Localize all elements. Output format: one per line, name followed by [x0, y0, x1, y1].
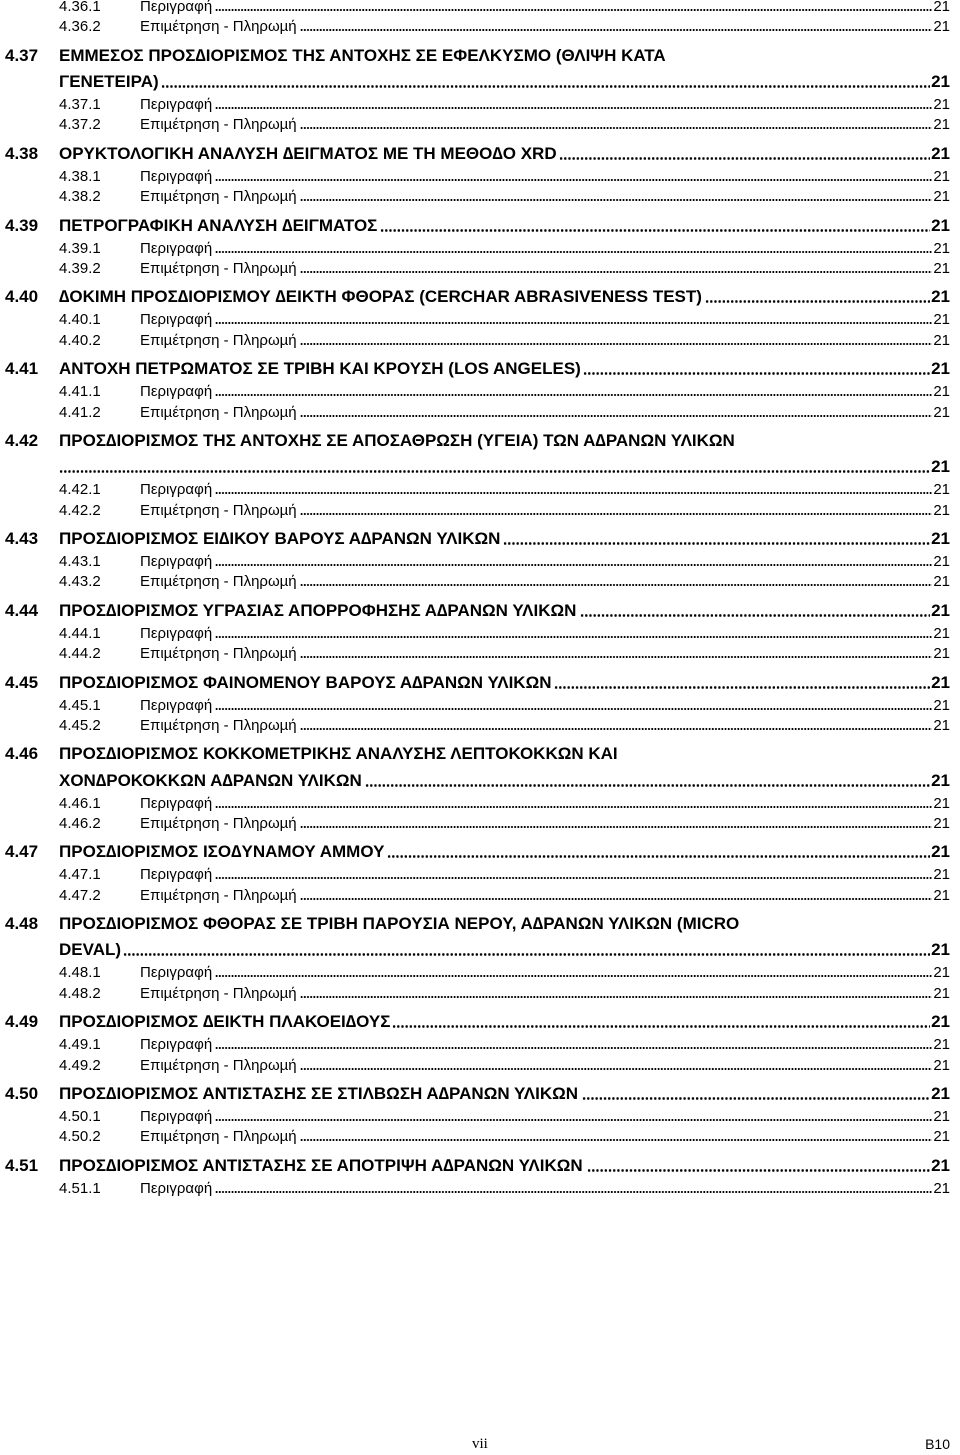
toc-section-title: ΠΡΟΣ∆ΙΟΡΙΣΜΟΣ ΦΑΙΝΟΜΕΝΟΥ ΒΑΡΟΥΣ Α∆ΡΑΝΩΝ ΥΛΙΚΩΝ [59, 672, 552, 692]
toc-section-entry[interactable] [0, 1084, 960, 1108]
toc-subsection-title: Επιµέτρηση - Πληρωµή [140, 984, 297, 1002]
toc-subsection-title: Περιγραφή [140, 167, 213, 185]
toc-subsection-entry[interactable] [0, 1127, 960, 1147]
toc-section-title: ΟΡΥΚΤΟΛΟΓΙΚΗ ΑΝΑΛΥΣΗ ∆ΕΙΓΜΑΤΟΣ ΜΕ ΤΗ ΜΕΘΟ∆Ο XRD [59, 143, 557, 163]
toc-subsection-title: Επιµέτρηση - Πληρωµή [140, 573, 297, 591]
toc-section-title: ΠΡΟΣ∆ΙΟΡΙΣΜΟΣ ΚΟΚΚΟΜΕΤΡΙΚΗΣ ΑΝΑΛΥΣΗΣ ΛΕΠΤΟΚΟΚΚΩΝ ΚΑΙ [59, 744, 618, 764]
toc-subsection-number: 4.46.1 [59, 794, 101, 812]
toc-section-entry[interactable] [0, 431, 960, 455]
dot-leader [300, 513, 932, 515]
dot-leader [300, 1139, 932, 1141]
toc-subsection-number: 4.39.2 [59, 260, 101, 277]
toc-page-number: 21 [933, 260, 950, 277]
dot-leader [161, 85, 930, 88]
toc-section-title: ΠΡΟΣ∆ΙΟΡΙΣΜΟΣ ΑΝΤΙΣΤΑΣΗΣ ΣΕ ΣΤΙΛΒΩΣΗ Α∆ΡΑΝΩΝ ΥΛΙΚΩΝ [59, 1084, 579, 1103]
toc-section-title: ΧΟΝ∆ΡΟΚΟΚΚΩΝ Α∆ΡΑΝΩΝ ΥΛΙΚΩΝ [59, 770, 362, 790]
toc-page-number: 21 [933, 696, 950, 714]
toc-subsection-title: Επιµέτρηση - Πληρωµή [140, 815, 297, 832]
toc-subsection-title: Επιµέτρηση - Πληρωµή [140, 331, 297, 349]
dot-leader [123, 953, 930, 956]
toc-subsection-title: Περιγραφή [140, 239, 213, 257]
toc-section-number: 4.43 [5, 529, 39, 548]
dot-leader [300, 898, 932, 900]
dot-leader [215, 251, 932, 253]
dot-leader [300, 728, 932, 730]
toc-subsection-entry[interactable] [0, 0, 960, 17]
toc-subsection-title: Περιγραφή [140, 1108, 213, 1125]
toc-subsection-number: 4.38.1 [59, 167, 101, 185]
dot-leader [215, 975, 932, 977]
toc-page-number: 21 [933, 573, 950, 591]
toc-subsection-number: 4.44.2 [59, 645, 101, 663]
toc-page-number: 21 [933, 886, 950, 904]
dot-leader [215, 1191, 932, 1193]
toc-page-number: 21 [931, 1084, 950, 1103]
toc-page-number: 21 [933, 794, 950, 812]
toc-subsection-title: Επιµέτρηση - Πληρωµή [140, 403, 297, 421]
toc-section-entry[interactable] [0, 46, 960, 70]
toc-section-title: ΠΡΟΣ∆ΙΟΡΙΣΜΟΣ ΤΗΣ ΑΝΤΟΧΗΣ ΣΕ ΑΠΟΣΑΘΡΩΣΗ (ΥΓΕΙΑ) ΤΩΝ Α∆ΡΑΝΩΝ ΥΛΙΚΩΝ [59, 431, 735, 450]
dot-leader [583, 372, 930, 375]
toc-subsection-entry[interactable] [0, 115, 960, 135]
toc-subsection-number: 4.47.1 [59, 866, 101, 884]
dot-leader [215, 9, 932, 11]
toc-page-number: 21 [933, 383, 950, 401]
toc-subsection-title: Επιµέτρηση - Πληρωµή [140, 501, 297, 519]
toc-section-entry[interactable] [0, 842, 960, 866]
toc-subsection-title: Περιγραφή [140, 553, 213, 570]
toc-page-number: 21 [933, 501, 950, 519]
toc-page-number: 21 [931, 72, 950, 91]
toc-page-number: 21 [931, 1155, 950, 1175]
dot-leader [554, 686, 930, 689]
dot-leader [300, 1068, 932, 1070]
toc-section-title: ΕΜΜΕΣΟΣ ΠΡΟΣ∆ΙΟΡΙΣΜΟΣ ΤΗΣ ΑΝΤΟΧΗΣ ΣΕ ΕΦΕΛΚΥΣΜΟ (ΘΛΙΨΗ ΚΑΤΑ [59, 45, 666, 65]
dot-leader [387, 855, 930, 858]
dot-leader [365, 784, 930, 787]
toc-section-entry[interactable] [0, 601, 960, 625]
toc-page-number: 21 [933, 645, 950, 663]
dot-leader [215, 492, 932, 494]
toc-subsection-title: Επιµέτρηση - Πληρωµή [140, 886, 297, 904]
toc-subsection-title: Περιγραφή [140, 383, 213, 401]
toc-subsection-number: 4.44.1 [59, 624, 101, 642]
toc-section-entry[interactable] [0, 673, 960, 697]
dot-leader [587, 1169, 930, 1172]
toc-section-number: 4.44 [5, 600, 39, 620]
dot-leader [705, 300, 930, 303]
toc-subsection-number: 4.48.2 [59, 984, 101, 1002]
toc-section-title: ΠΡΟΣ∆ΙΟΡΙΣΜΟΣ ΑΝΤΙΣΤΑΣΗΣ ΣΕ ΑΠΟΤΡΙΨΗ Α∆ΡΑΝΩΝ ΥΛΙΚΩΝ [59, 1155, 583, 1175]
dot-leader [300, 584, 932, 586]
toc-section-entry[interactable] [0, 144, 960, 168]
dot-leader [59, 470, 930, 473]
toc-page-number: 21 [933, 1036, 950, 1054]
dot-leader [559, 157, 930, 160]
dot-leader [215, 564, 932, 566]
toc-subsection-number: 4.40.1 [59, 311, 101, 329]
toc-section-number: 4.37 [5, 45, 39, 65]
toc-subsection-number: 4.45.2 [59, 717, 101, 734]
toc-section-entry[interactable] [0, 744, 960, 768]
dot-leader [215, 1119, 932, 1121]
toc-page-number: 21 [933, 116, 950, 134]
toc-section-number: 4.45 [5, 672, 39, 692]
dot-leader [300, 199, 932, 201]
toc-subsection-entry[interactable] [0, 382, 960, 402]
toc-section-entry-continued[interactable] [0, 72, 960, 96]
page-number: vii [472, 1436, 488, 1452]
toc-subsection-entry[interactable] [0, 167, 960, 187]
toc-page-number: 21 [931, 457, 950, 477]
toc-section-title: ΠΕΤΡΟΓΡΑΦΙΚΗ ΑΝΑΛΥΣΗ ∆ΕΙΓΜΑΤΟΣ [59, 215, 378, 235]
toc-subsection-entry[interactable] [0, 95, 960, 115]
toc-section-title: ΠΡΟΣ∆ΙΟΡΙΣΜΟΣ ΦΘΟΡΑΣ ΣΕ ΤΡΙΒΗ ΠΑΡΟΥΣΙΑ ΝΕΡΟΥ, Α∆ΡΑΝΩΝ ΥΛΙΚΩΝ (MICRO [59, 914, 740, 934]
toc-subsection-title: Περιγραφή [140, 696, 213, 714]
toc-section-entry[interactable] [0, 1156, 960, 1180]
dot-leader [215, 179, 932, 181]
toc-page-number: 21 [931, 143, 950, 163]
toc-page-number: 21 [933, 1056, 950, 1074]
toc-subsection-number: 4.36.1 [59, 0, 101, 15]
toc-section-number: 4.39 [5, 215, 39, 235]
toc-page-number: 21 [933, 0, 950, 15]
dot-leader [300, 29, 932, 31]
toc-subsection-entry[interactable] [0, 716, 960, 736]
toc-subsection-entry[interactable] [0, 403, 960, 423]
toc-subsection-title: Περιγραφή [140, 96, 213, 113]
toc-subsection-title: Επιµέτρηση - Πληρωµή [140, 116, 297, 134]
toc-section-entry-continued[interactable] [0, 771, 960, 795]
toc-page-number: 21 [933, 239, 950, 257]
toc-section-entry[interactable] [0, 359, 960, 383]
dot-leader [215, 708, 932, 710]
toc-section-entry-continued[interactable] [0, 457, 960, 481]
toc-subsection-number: 4.46.2 [59, 815, 101, 832]
toc-section-title: ΠΡΟΣ∆ΙΟΡΙΣΜΟΣ ∆ΕΙΚΤΗ ΠΛΑΚΟΕΙ∆ΟΥΣ [59, 1012, 391, 1032]
toc-page-number: 21 [933, 1179, 950, 1197]
toc-page-number: 21 [933, 717, 950, 734]
toc-page-number: 21 [933, 815, 950, 832]
toc-subsection-entry[interactable] [0, 1035, 960, 1055]
dot-leader [300, 343, 932, 345]
toc-subsection-entry[interactable] [0, 624, 960, 644]
toc-section-title: DEVAL) [59, 940, 122, 960]
toc-page-number: 21 [931, 1012, 950, 1032]
toc-subsection-title: Περιγραφή [140, 624, 213, 642]
dot-leader [300, 656, 932, 658]
dot-leader [215, 636, 932, 638]
dot-leader [580, 614, 930, 617]
toc-subsection-entry[interactable] [0, 963, 960, 983]
toc-subsection-entry[interactable] [0, 886, 960, 906]
toc-subsection-number: 4.40.2 [59, 331, 101, 349]
toc-subsection-entry[interactable] [0, 572, 960, 592]
toc-subsection-title: Περιγραφή [140, 1179, 213, 1197]
toc-section-entry-continued[interactable] [0, 940, 960, 964]
toc-section-number: 4.38 [5, 143, 39, 163]
toc-page-number: 21 [933, 1128, 950, 1146]
toc-section-title: ΓΕΝΕΤΕΙΡΑ) [59, 72, 159, 91]
dot-leader [215, 877, 932, 879]
toc-subsection-number: 4.51.1 [59, 1179, 101, 1197]
toc-subsection-title: Περιγραφή [140, 1036, 213, 1054]
dot-leader [300, 127, 932, 129]
toc-subsection-number: 4.38.2 [59, 188, 101, 206]
toc-section-number: 4.46 [5, 744, 39, 764]
toc-section-number: 4.41 [5, 359, 39, 379]
toc-subsection-entry[interactable] [0, 480, 960, 500]
dot-leader [392, 1025, 930, 1028]
toc-page-number: 21 [931, 359, 950, 379]
toc-subsection-entry[interactable] [0, 794, 960, 814]
toc-page-number: 21 [931, 770, 950, 790]
toc-section-title: ΠΡΟΣ∆ΙΟΡΙΣΜΟΣ ΙΣΟ∆ΥΝΑΜΟΥ ΑΜΜΟΥ [59, 842, 385, 862]
toc-subsection-number: 4.39.1 [59, 239, 101, 257]
dot-leader [215, 1047, 932, 1049]
toc-subsection-number: 4.37.2 [59, 116, 101, 134]
toc-page-number: 21 [931, 940, 950, 960]
dot-leader [380, 229, 930, 232]
toc-section-title: ∆ΟΚΙΜΗ ΠΡΟΣ∆ΙΟΡΙΣΜΟΥ ∆ΕΙΚΤΗ ΦΘΟΡΑΣ (CERCHAR ABRASIVENESS TEST) [59, 287, 702, 307]
toc-page-number: 21 [933, 964, 950, 982]
toc-subsection-entry[interactable] [0, 17, 960, 37]
toc-subsection-title: Επιµέτρηση - Πληρωµή [140, 188, 297, 206]
toc-subsection-number: 4.49.2 [59, 1056, 101, 1074]
toc-subsection-number: 4.50.2 [59, 1128, 101, 1146]
toc-subsection-title: Περιγραφή [140, 866, 213, 884]
toc-subsection-number: 4.50.1 [59, 1108, 101, 1125]
document-code: B10 [925, 1436, 950, 1452]
toc-section-entry[interactable] [0, 1012, 960, 1036]
toc-subsection-title: Επιµέτρηση - Πληρωµή [140, 645, 297, 663]
toc-subsection-number: 4.49.1 [59, 1036, 101, 1054]
toc-subsection-entry[interactable] [0, 984, 960, 1004]
toc-subsection-title: Επιµέτρηση - Πληρωµή [140, 260, 297, 277]
toc-section-number: 4.51 [5, 1155, 39, 1175]
toc-subsection-number: 4.43.2 [59, 573, 101, 591]
toc-page-number: 21 [931, 600, 950, 620]
toc-page-number: 21 [933, 331, 950, 349]
toc-section-number: 4.50 [5, 1084, 39, 1103]
toc-section-entry[interactable] [0, 529, 960, 553]
toc-subsection-entry[interactable] [0, 696, 960, 716]
toc-section-number: 4.42 [5, 431, 39, 450]
toc-subsection-number: 4.42.1 [59, 481, 101, 499]
toc-page-number: 21 [933, 311, 950, 329]
toc-page-number: 21 [933, 96, 950, 113]
toc-section-entry[interactable] [0, 914, 960, 938]
toc-subsection-entry[interactable] [0, 259, 960, 279]
toc-page-number: 21 [933, 984, 950, 1002]
dot-leader [300, 826, 932, 828]
toc-subsection-title: Επιµέτρηση - Πληρωµή [140, 717, 297, 734]
toc-subsection-entry[interactable] [0, 187, 960, 207]
toc-subsection-entry[interactable] [0, 1179, 960, 1199]
toc-page-number: 21 [933, 624, 950, 642]
toc-subsection-entry[interactable] [0, 552, 960, 572]
dot-leader [215, 806, 932, 808]
toc-subsection-title: Περιγραφή [140, 964, 213, 982]
toc-subsection-title: Επιµέτρηση - Πληρωµή [140, 18, 297, 36]
dot-leader [215, 322, 932, 324]
toc-subsection-entry[interactable] [0, 239, 960, 259]
toc-page-number: 21 [933, 553, 950, 570]
toc-subsection-number: 4.41.2 [59, 403, 101, 421]
toc-section-title: ΑΝΤΟΧΗ ΠΕΤΡΩΜΑΤΟΣ ΣΕ ΤΡΙΒΗ ΚΑΙ ΚΡΟΥΣΗ (LOS ANGELES) [59, 359, 581, 379]
dot-leader [300, 996, 932, 998]
toc-subsection-entry[interactable] [0, 644, 960, 664]
toc-subsection-entry[interactable] [0, 501, 960, 521]
toc-section-number: 4.48 [5, 914, 39, 934]
toc-section-title: ΠΡΟΣ∆ΙΟΡΙΣΜΟΣ ΕΙ∆ΙΚΟΥ ΒΑΡΟΥΣ Α∆ΡΑΝΩΝ ΥΛΙΚΩΝ [59, 529, 501, 548]
toc-section-number: 4.49 [5, 1012, 39, 1032]
toc-section-title: ΠΡΟΣ∆ΙΟΡΙΣΜΟΣ ΥΓΡΑΣΙΑΣ ΑΠΟΡΡΟΦΗΣΗΣ Α∆ΡΑΝΩΝ ΥΛΙΚΩΝ [59, 600, 577, 620]
toc-page-number: 21 [933, 167, 950, 185]
toc-page-number: 21 [931, 842, 950, 862]
toc-subsection-number: 4.42.2 [59, 501, 101, 519]
toc-subsection-entry[interactable] [0, 310, 960, 330]
toc-subsection-entry[interactable] [0, 1056, 960, 1076]
toc-section-number: 4.47 [5, 842, 39, 862]
toc-subsection-number: 4.47.2 [59, 886, 101, 904]
toc-page-number: 21 [933, 18, 950, 36]
toc-page-number: 21 [933, 481, 950, 499]
toc-subsection-title: Περιγραφή [140, 794, 213, 812]
toc-page-number: 21 [933, 866, 950, 884]
toc-subsection-entry[interactable] [0, 1107, 960, 1127]
toc-subsection-entry[interactable] [0, 865, 960, 885]
toc-section-entry[interactable] [0, 287, 960, 311]
toc-subsection-title: Περιγραφή [140, 311, 213, 329]
dot-leader [300, 415, 932, 417]
toc-page-number: 21 [933, 403, 950, 421]
toc-page-number: 21 [933, 1108, 950, 1125]
toc-page-number: 21 [931, 672, 950, 692]
toc-subsection-number: 4.36.2 [59, 18, 101, 36]
dot-leader [582, 1097, 930, 1100]
toc-section-entry[interactable] [0, 216, 960, 240]
toc-subsection-title: Επιµέτρηση - Πληρωµή [140, 1128, 297, 1146]
toc-section-number: 4.40 [5, 287, 39, 307]
toc-subsection-entry[interactable] [0, 814, 960, 834]
dot-leader [215, 107, 932, 109]
toc-page-number: 21 [931, 215, 950, 235]
toc-subsection-title: Περιγραφή [140, 481, 213, 499]
toc-subsection-number: 4.41.1 [59, 383, 101, 401]
toc-page-number: 21 [933, 188, 950, 206]
dot-leader [215, 394, 932, 396]
toc-page-number: 21 [931, 529, 950, 548]
toc-subsection-number: 4.48.1 [59, 964, 101, 982]
toc-page-number: 21 [931, 287, 950, 307]
dot-leader [300, 271, 932, 273]
toc-subsection-number: 4.37.1 [59, 96, 101, 113]
dot-leader [503, 542, 930, 545]
toc-subsection-title: Περιγραφή [140, 0, 213, 15]
toc-subsection-number: 4.45.1 [59, 696, 101, 714]
toc-subsection-title: Επιµέτρηση - Πληρωµή [140, 1056, 297, 1074]
toc-subsection-entry[interactable] [0, 331, 960, 351]
toc-subsection-number: 4.43.1 [59, 553, 101, 570]
